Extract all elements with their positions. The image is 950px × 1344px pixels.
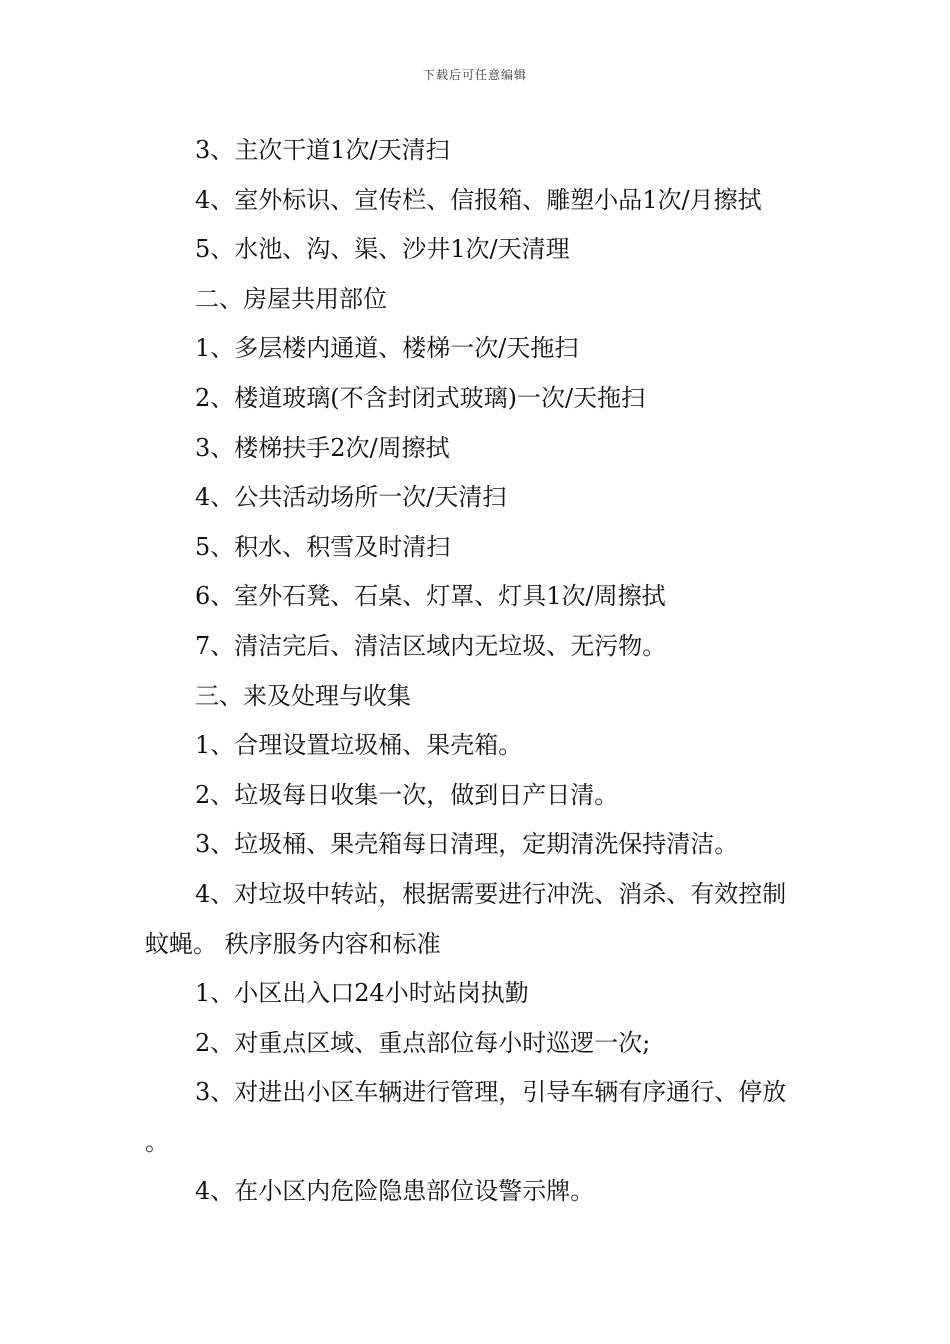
- paragraph: 1、多层楼内通道、楼梯一次/天拖扫: [195, 334, 579, 363]
- paragraph: 4、在小区内危险隐患部位设警示牌。: [195, 1177, 595, 1206]
- paragraph: 7、清洁完后、清洁区域内无垃圾、无污物。: [195, 631, 667, 660]
- document-body: [145, 126, 810, 1217]
- paragraph: 1、小区出入口24小时站岗执勤: [195, 979, 529, 1008]
- section-heading: 二、房屋共用部位: [195, 284, 387, 313]
- paragraph: 1、合理设置垃圾桶、果壳箱。: [195, 731, 523, 760]
- paragraph: 4、对垃圾中转站，根据需要进行冲洗、消杀、有效控制蚊蝇。 秩序服务内容和标准: [145, 879, 787, 958]
- paragraph: 3、对进出小区车辆进行管理，引导车辆有序通行、停放 。: [145, 1078, 787, 1156]
- paragraph: 3、主次干道1次/天清扫: [195, 136, 450, 164]
- paragraph: 2、对重点区域、重点部位每小时巡逻一次;: [195, 1028, 651, 1057]
- header-note: 下载后可任意编辑: [422, 68, 527, 82]
- paragraph: 4、室外标识、宣传栏、信报箱、雕塑小品1次/月擦拭: [195, 185, 762, 214]
- paragraph: 2、垃圾每日收集一次，做到日产日清。: [195, 780, 619, 809]
- paragraph: 5、水池、沟、渠、沙井1次/天清理: [195, 235, 570, 264]
- paragraph: 4、公共活动场所一次/天清扫: [195, 483, 507, 512]
- paragraph: 3、垃圾桶、果壳箱每日清理，定期清洗保持清洁。: [195, 830, 739, 859]
- paragraph: 2、楼道玻璃(不含封闭式玻璃)一次/天拖扫: [195, 383, 646, 412]
- paragraph: 6、室外石凳、石桌、灯罩、灯具1次/周擦拭: [195, 582, 666, 611]
- paragraph: 3、楼梯扶手2次/周擦拭: [195, 433, 450, 462]
- paragraph: 5、积水、积雪及时清扫: [195, 532, 451, 561]
- section-heading: 三、来及处理与收集: [195, 681, 411, 710]
